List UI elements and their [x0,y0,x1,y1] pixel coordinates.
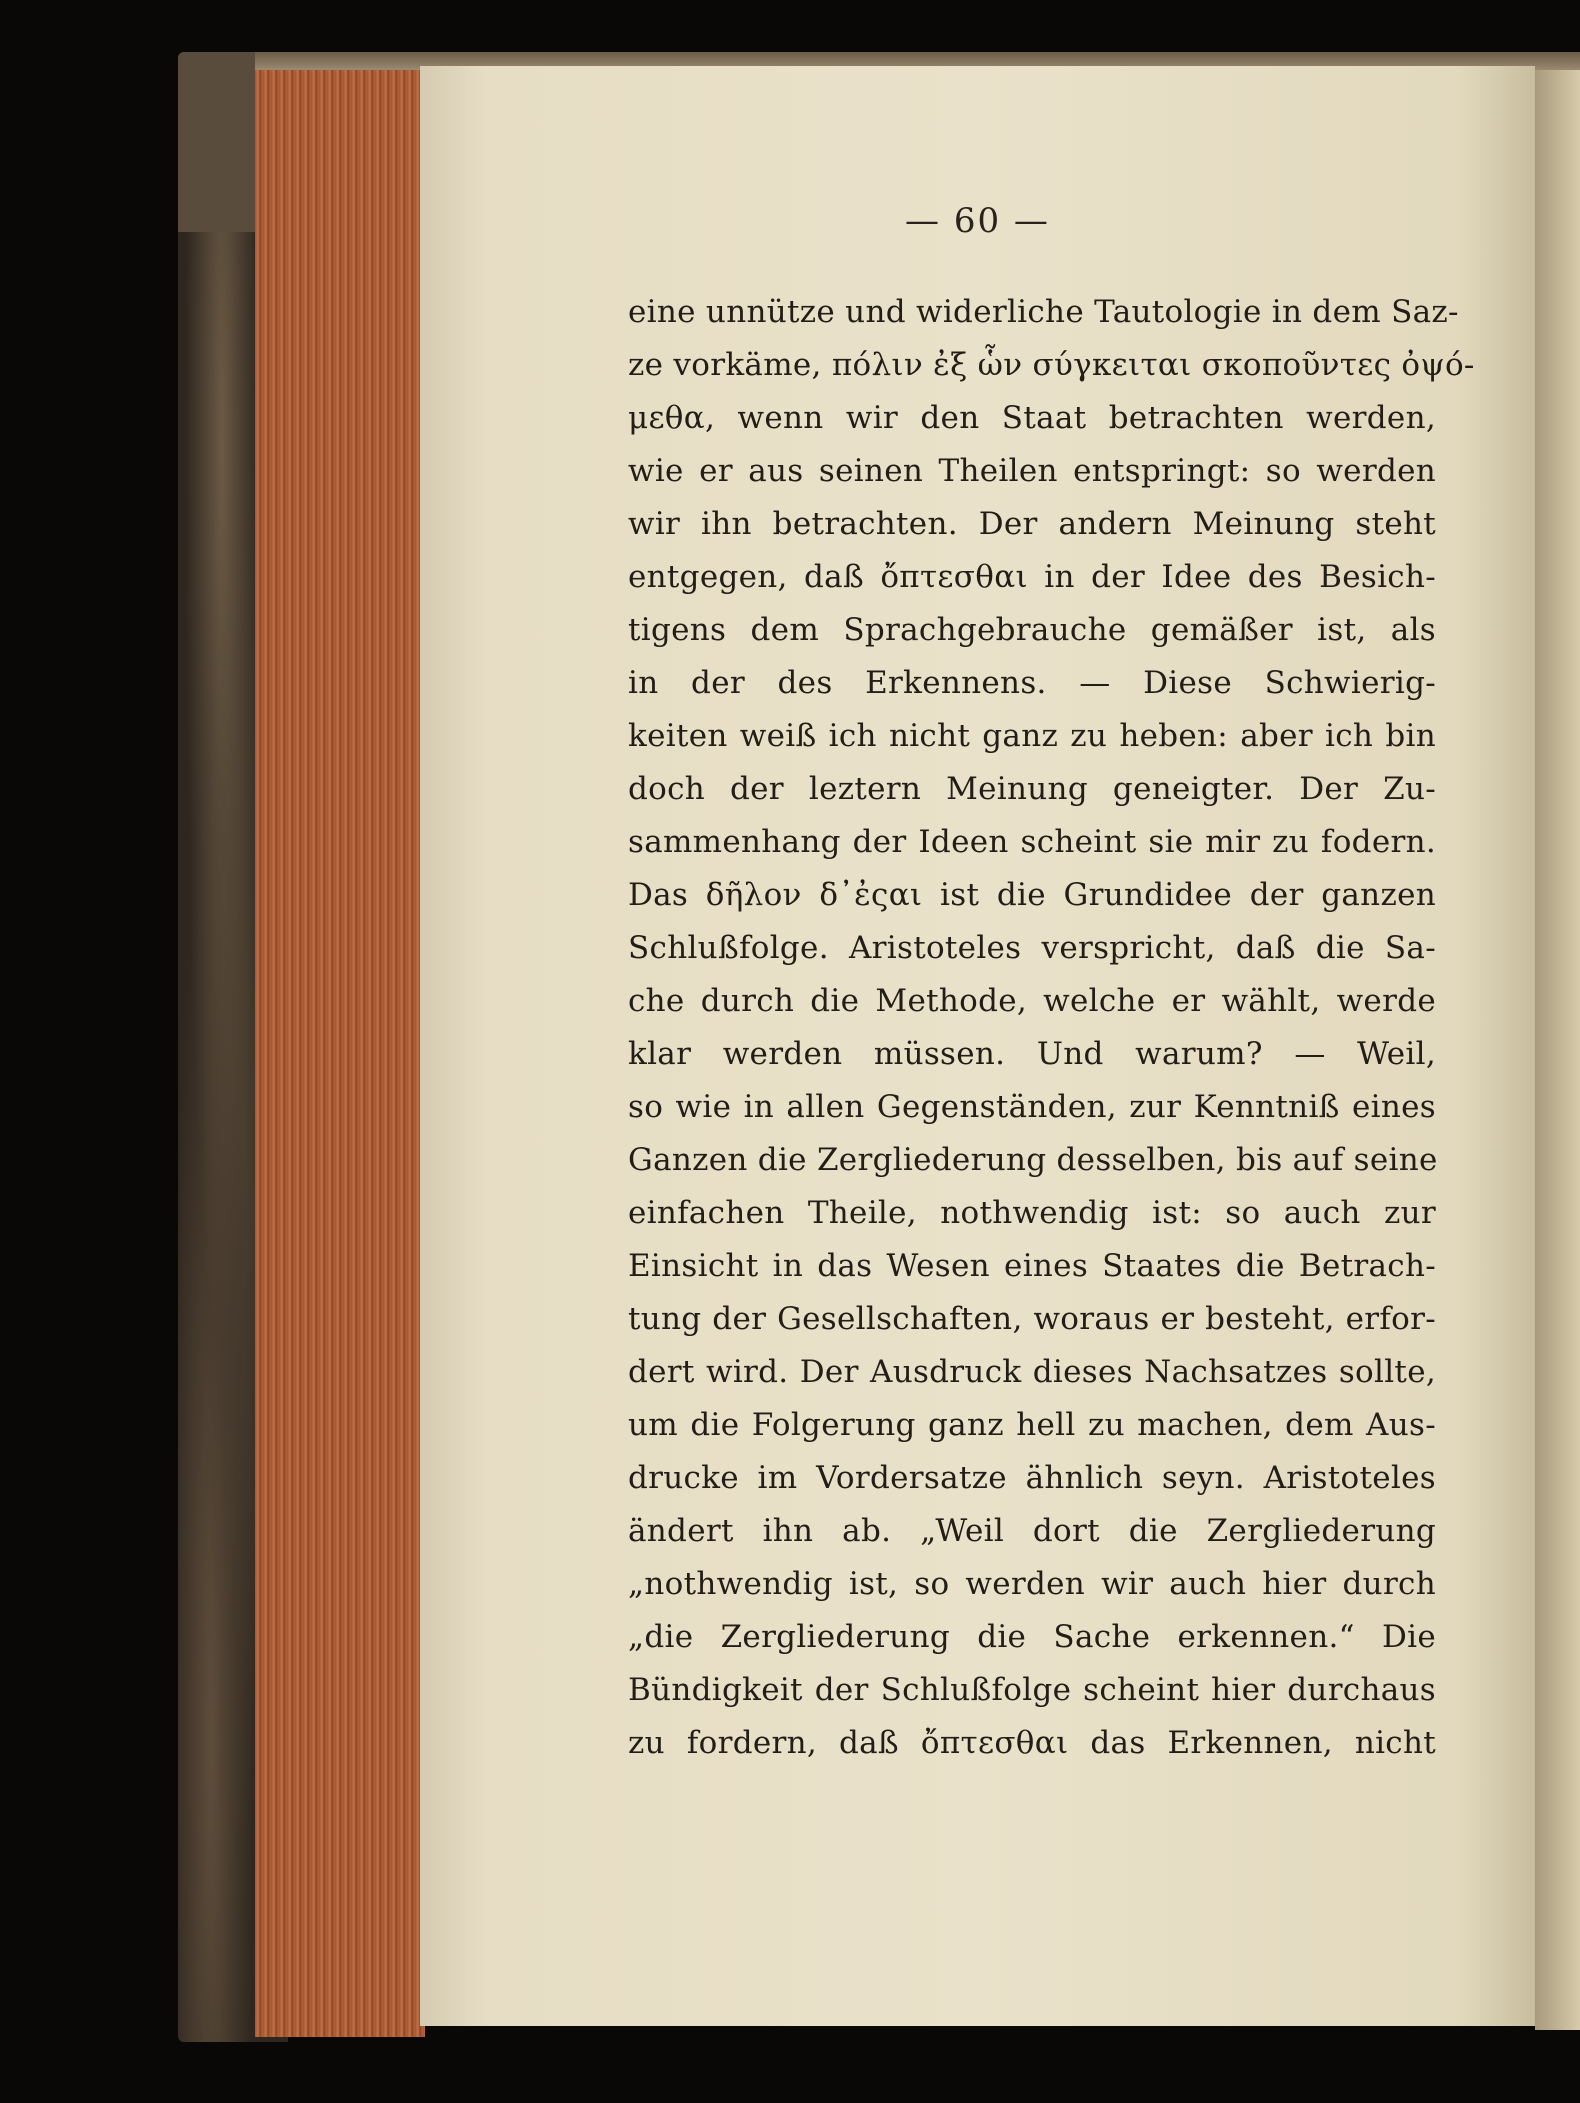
text-line: che durch die Methode, welche er wählt, werde [628,983,1436,1019]
book-page [420,66,1535,2026]
text-line: keiten weiß ich nicht ganz zu heben: aber ich bin [628,718,1436,754]
body-text [628,286,1475,1770]
page-edges [255,62,425,2037]
text-line: ze vorkäme, πόλιν ἐξ ὧν σύγκειται σκοποῦντες ὀψό- [628,347,1475,383]
text-line: wir ihn betrachten. Der andern Meinung steht [628,506,1436,542]
text-line: zu fordern, daß ὄπτεσθαι das Erkennen, nicht [628,1725,1436,1761]
text-line: tung der Gesellschaften, woraus er besteht, erfor- [628,1301,1436,1337]
text-line: dert wird. Der Ausdruck dieses Nachsatzes sollte, [628,1354,1436,1390]
text-line: „die Zergliederung die Sache erkennen.“ Die [628,1619,1436,1655]
text-line: Schlußfolge. Aristoteles verspricht, daß die Sa- [628,930,1436,966]
text-line: klar werden müssen. Und warum? — Weil, [628,1036,1436,1072]
text-line: wie er aus seinen Theilen entspringt: so werden [628,453,1436,489]
page-number: — 60 — [905,201,1050,241]
text-line: in der des Erkennens. — Diese Schwierig- [628,665,1436,701]
text-line: ändert ihn ab. „Weil dort die Zergliederung [628,1513,1436,1549]
text-line: entgegen, daß ὄπτεσθαι in der Idee des Besich- [628,559,1436,595]
text-line: Einsicht in das Wesen eines Staates die Betrach- [628,1248,1436,1284]
text-line: doch der leztern Meinung geneigter. Der Zu- [628,771,1436,807]
text-line: sammenhang der Ideen scheint sie mir zu fodern. [628,824,1436,860]
text-line: Das δῆλον δ᾽ἐςαι ist die Grundidee der ganzen [628,877,1436,913]
text-line: „nothwendig ist, so werden wir auch hier durch [628,1566,1436,1602]
text-line: um die Folgerung ganz hell zu machen, dem Aus- [628,1407,1436,1443]
text-line: μεθα, wenn wir den Staat betrachten werden, [628,400,1436,436]
text-line: tigens dem Sprachgebrauche gemäßer ist, als [628,612,1436,648]
text-line: eine unnütze und widerliche Tautologie in dem Saz- [628,294,1459,330]
text-line: Ganzen die Zergliederung desselben, bis auf seine [628,1142,1438,1178]
text-line: Bündigkeit der Schlußfolge scheint hier durchaus [628,1672,1436,1708]
facing-page-edge [1535,70,1580,2030]
text-line: drucke im Vordersatze ähnlich seyn. Aristoteles [628,1460,1436,1496]
text-line: so wie in allen Gegenständen, zur Kenntniß eines [628,1089,1436,1125]
text-line: einfachen Theile, nothwendig ist: so auch zur [628,1195,1436,1231]
